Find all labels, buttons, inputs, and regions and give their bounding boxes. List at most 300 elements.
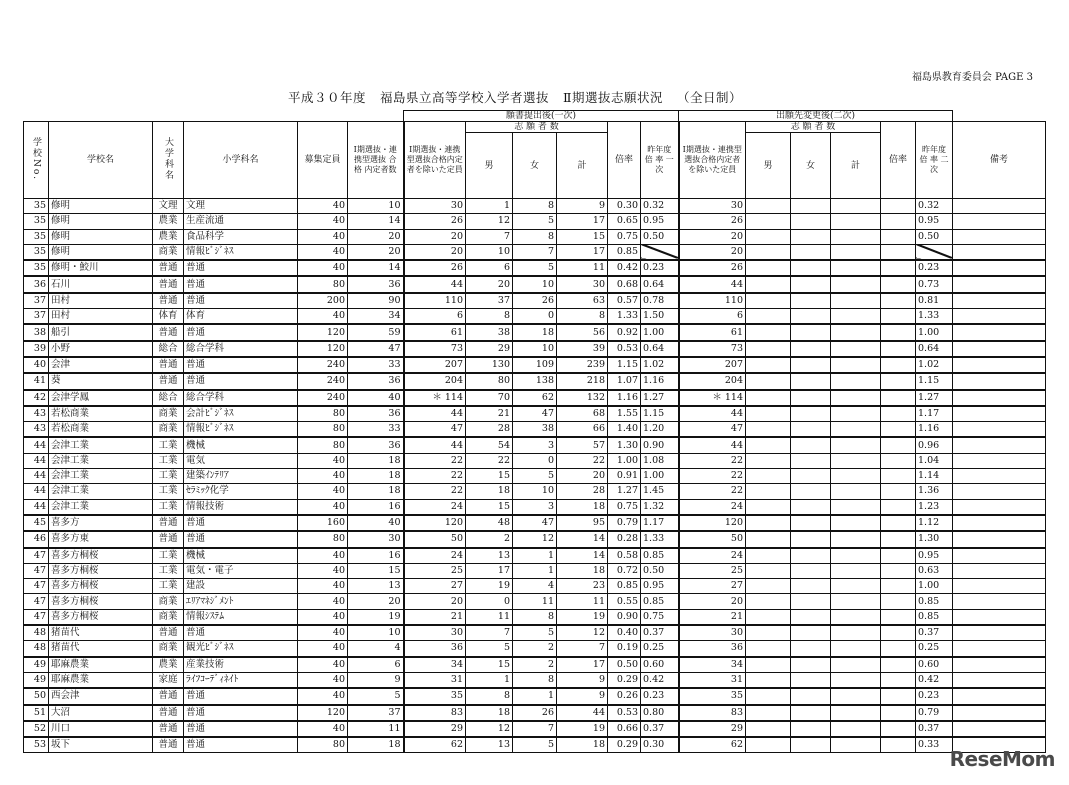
- cell-prev2: 1.14: [916, 469, 953, 484]
- cell-school: 修明: [49, 199, 153, 214]
- cell-sub: 会計ﾋﾞｼﾞﾈｽ: [184, 406, 298, 422]
- cell-total: 63: [557, 293, 608, 309]
- cell-male2: [746, 309, 791, 325]
- cell-male: 19: [466, 579, 513, 594]
- cell-male: 12: [466, 214, 513, 229]
- cell-dept: 普通: [153, 705, 184, 721]
- cell-total2: [831, 357, 881, 373]
- cell-school: 坂下: [49, 737, 153, 753]
- cell-male2: [746, 609, 791, 625]
- cell-total2: [831, 657, 881, 673]
- cell-prev2: 0.37: [916, 721, 953, 737]
- cell-prev1: 0.90: [641, 437, 679, 453]
- cell-male2: [746, 244, 791, 260]
- cell-male2: [746, 657, 791, 673]
- cell-female2: [791, 199, 831, 214]
- cell-prev2: 0.64: [916, 341, 953, 357]
- cell-prev2: 1.12: [916, 515, 953, 531]
- cell-remaining: 26: [404, 260, 466, 276]
- cell-capacity: 40: [298, 469, 348, 484]
- cell-total: 9: [557, 199, 608, 214]
- cell-dept: 農業: [153, 657, 184, 673]
- col-prev2: 昨年度 倍 率 二 次: [916, 122, 953, 199]
- cell-total2: [831, 309, 881, 325]
- cell-female2: [791, 309, 831, 325]
- cell-note: [953, 244, 1046, 260]
- cell-dept: 普通: [153, 688, 184, 704]
- cell-phase1: 40: [348, 390, 404, 406]
- cell-female2: [791, 244, 831, 260]
- cell-remaining: 34: [404, 657, 466, 673]
- cell-rate: 0.50: [608, 657, 641, 673]
- table-row: [24, 276, 1046, 292]
- cell-rate2: [881, 484, 916, 499]
- cell-rate: 0.91: [608, 469, 641, 484]
- cell-no: 37: [24, 293, 49, 309]
- cell-note: [953, 705, 1046, 721]
- cell-remaining: ＊ 114: [404, 390, 466, 406]
- cell-rate2: [881, 406, 916, 422]
- cell-remaining: 47: [404, 422, 466, 438]
- cell-total: 68: [557, 406, 608, 422]
- table-row: [24, 437, 1046, 453]
- cell-prev1: 1.15: [641, 406, 679, 422]
- cell-prev1: 1.00: [641, 324, 679, 340]
- cell-phase1: 36: [348, 276, 404, 292]
- cell-male2: [746, 737, 791, 753]
- cell-remaining2: 44: [679, 276, 746, 292]
- cell-capacity: 40: [298, 594, 348, 609]
- cell-note: [953, 406, 1046, 422]
- cell-prev1: 0.78: [641, 293, 679, 309]
- cell-phase1: 90: [348, 293, 404, 309]
- cell-note: [953, 357, 1046, 373]
- cell-rate2: [881, 453, 916, 468]
- cell-prev1: 0.37: [641, 625, 679, 641]
- cell-total2: [831, 229, 881, 244]
- cell-male2: [746, 341, 791, 357]
- cell-phase1: 20: [348, 229, 404, 244]
- cell-rate: 1.07: [608, 373, 641, 389]
- cell-female2: [791, 499, 831, 515]
- cell-rate: 0.65: [608, 214, 641, 229]
- cell-school: 耶麻農業: [49, 657, 153, 673]
- cell-note: [953, 469, 1046, 484]
- cell-note: [953, 437, 1046, 453]
- cell-total: 19: [557, 721, 608, 737]
- cell-school: 石川: [49, 276, 153, 292]
- cell-note: [953, 453, 1046, 468]
- cell-male2: [746, 594, 791, 609]
- cell-total2: [831, 390, 881, 406]
- col-capacity: 募集定員: [298, 122, 348, 199]
- cell-no: 44: [24, 484, 49, 499]
- cell-note: [953, 293, 1046, 309]
- cell-rate2: [881, 199, 916, 214]
- cell-female2: [791, 469, 831, 484]
- cell-capacity: 40: [298, 609, 348, 625]
- col-note: 備考: [953, 122, 1046, 199]
- cell-note: [953, 199, 1046, 214]
- cell-total2: [831, 437, 881, 453]
- table-row: [24, 469, 1046, 484]
- cell-prev2: 0.42: [916, 672, 953, 688]
- cell-male: 11: [466, 609, 513, 625]
- cell-remaining2: 20: [679, 594, 746, 609]
- cell-rate: 1.15: [608, 357, 641, 373]
- title-sub: Ⅱ期選抜志願状況: [563, 90, 664, 105]
- cell-capacity: 40: [298, 672, 348, 688]
- cell-no: 51: [24, 705, 49, 721]
- cell-sub: 建設: [184, 579, 298, 594]
- cell-prev1: 1.27: [641, 390, 679, 406]
- cell-sub: 普通: [184, 705, 298, 721]
- cell-total2: [831, 579, 881, 594]
- cell-remaining: 31: [404, 672, 466, 688]
- cell-remaining: 22: [404, 453, 466, 468]
- cell-remaining2: 24: [679, 499, 746, 515]
- cell-remaining: 6: [404, 309, 466, 325]
- cell-male2: [746, 357, 791, 373]
- cell-prev2: 0.95: [916, 548, 953, 564]
- cell-male2: [746, 406, 791, 422]
- cell-school: 葵: [49, 373, 153, 389]
- table-row: [24, 229, 1046, 244]
- cell-female: 8: [513, 672, 557, 688]
- cell-remaining: 25: [404, 563, 466, 578]
- cell-total2: [831, 594, 881, 609]
- cell-phase1: 33: [348, 422, 404, 438]
- cell-rate2: [881, 469, 916, 484]
- cell-capacity: 80: [298, 276, 348, 292]
- col-remaining: Ⅰ期選抜・連携型選抜合格内定者を除いた定員: [404, 122, 466, 199]
- col-male: 男: [466, 133, 513, 199]
- cell-total: 11: [557, 594, 608, 609]
- cell-sub: 普通: [184, 737, 298, 753]
- cell-female: 7: [513, 244, 557, 260]
- cell-phase1: 18: [348, 484, 404, 499]
- cell-prev1: 0.64: [641, 341, 679, 357]
- cell-rate: 0.57: [608, 293, 641, 309]
- cell-male: 48: [466, 515, 513, 531]
- cell-male: 1: [466, 672, 513, 688]
- cell-remaining: 44: [404, 437, 466, 453]
- cell-no: 44: [24, 499, 49, 515]
- cell-female: 26: [513, 293, 557, 309]
- cell-prev1: 1.17: [641, 515, 679, 531]
- cell-school: 修明・鮫川: [49, 260, 153, 276]
- cell-school: 会津工業: [49, 484, 153, 499]
- cell-capacity: 40: [298, 641, 348, 657]
- col-female2: 女: [791, 133, 831, 199]
- cell-female2: [791, 641, 831, 657]
- cell-rate: 0.68: [608, 276, 641, 292]
- cell-prev2: 0.73: [916, 276, 953, 292]
- cell-total: 20: [557, 469, 608, 484]
- table-row: [24, 531, 1046, 547]
- cell-female2: [791, 721, 831, 737]
- cell-male: 70: [466, 390, 513, 406]
- cell-remaining2: 27: [679, 579, 746, 594]
- cell-total2: [831, 373, 881, 389]
- cell-prev1: 0.85: [641, 548, 679, 564]
- cell-female: 4: [513, 579, 557, 594]
- cell-remaining2: 26: [679, 214, 746, 229]
- cell-female: 1: [513, 548, 557, 564]
- cell-note: [953, 594, 1046, 609]
- cell-rate2: [881, 548, 916, 564]
- cell-total: 18: [557, 737, 608, 753]
- cell-phase1: 10: [348, 199, 404, 214]
- cell-female: 11: [513, 594, 557, 609]
- cell-no: 49: [24, 657, 49, 673]
- table-row: [24, 688, 1046, 704]
- cell-remaining: 62: [404, 737, 466, 753]
- cell-phase1: 13: [348, 579, 404, 594]
- cell-phase1: 18: [348, 469, 404, 484]
- cell-phase1: 59: [348, 324, 404, 340]
- cell-phase1: 33: [348, 357, 404, 373]
- cell-remaining2: 31: [679, 672, 746, 688]
- col-female: 女: [513, 133, 557, 199]
- cell-rate2: [881, 276, 916, 292]
- cell-note: [953, 229, 1046, 244]
- cell-capacity: 40: [298, 453, 348, 468]
- cell-rate2: [881, 579, 916, 594]
- cell-remaining: 207: [404, 357, 466, 373]
- cell-male2: [746, 672, 791, 688]
- cell-prev2: 1.02: [916, 357, 953, 373]
- cell-rate2: [881, 293, 916, 309]
- organization: 福島県教育委員会: [911, 72, 992, 83]
- cell-female: 8: [513, 609, 557, 625]
- cell-school: 西会津: [49, 688, 153, 704]
- cell-female2: [791, 594, 831, 609]
- cell-note: [953, 563, 1046, 578]
- cell-phase1: 15: [348, 563, 404, 578]
- cell-dept: 商業: [153, 609, 184, 625]
- cell-female: 0: [513, 309, 557, 325]
- cell-male: 80: [466, 373, 513, 389]
- cell-female2: [791, 437, 831, 453]
- cell-no: 47: [24, 548, 49, 564]
- cell-capacity: 80: [298, 531, 348, 547]
- page-number: PAGE 3: [995, 72, 1033, 83]
- cell-capacity: 40: [298, 309, 348, 325]
- cell-school: 会津工業: [49, 437, 153, 453]
- cell-male2: [746, 199, 791, 214]
- cell-male: 21: [466, 406, 513, 422]
- cell-no: 47: [24, 609, 49, 625]
- table-row: [24, 594, 1046, 609]
- cell-sub: 産業技術: [184, 657, 298, 673]
- cell-dept: 商業: [153, 244, 184, 260]
- cell-phase1: 36: [348, 406, 404, 422]
- cell-prev2: 0.23: [916, 688, 953, 704]
- cell-school: 修明: [49, 244, 153, 260]
- cell-rate2: [881, 373, 916, 389]
- cell-remaining2: 25: [679, 563, 746, 578]
- cell-remaining: 30: [404, 625, 466, 641]
- cell-male: 1: [466, 199, 513, 214]
- cell-sub: 普通: [184, 515, 298, 531]
- cell-total2: [831, 214, 881, 229]
- cell-phase1: 37: [348, 705, 404, 721]
- cell-rate: 0.19: [608, 641, 641, 657]
- cell-male2: [746, 276, 791, 292]
- cell-prev2: [916, 244, 953, 260]
- cell-total: 9: [557, 672, 608, 688]
- cell-no: 41: [24, 373, 49, 389]
- group-first-round: 願書提出後(一次): [404, 111, 679, 122]
- cell-no: 35: [24, 229, 49, 244]
- cell-remaining: 22: [404, 484, 466, 499]
- cell-remaining2: 30: [679, 625, 746, 641]
- table-row: [24, 625, 1046, 641]
- cell-total2: [831, 531, 881, 547]
- cell-rate2: [881, 437, 916, 453]
- cell-remaining: 204: [404, 373, 466, 389]
- cell-female: 7: [513, 721, 557, 737]
- cell-rate2: [881, 688, 916, 704]
- cell-sub: ﾗｲﾌｺｰﾃﾞｨﾈｲﾄ: [184, 672, 298, 688]
- cell-prev2: 0.96: [916, 437, 953, 453]
- cell-rate: 1.30: [608, 437, 641, 453]
- cell-male2: [746, 214, 791, 229]
- cell-male2: [746, 437, 791, 453]
- cell-capacity: 120: [298, 341, 348, 357]
- cell-prev1: 0.37: [641, 721, 679, 737]
- cell-rate2: [881, 341, 916, 357]
- cell-school: 田村: [49, 293, 153, 309]
- cell-rate2: [881, 657, 916, 673]
- cell-male: 29: [466, 341, 513, 357]
- table-row: [24, 609, 1046, 625]
- cell-rate: 0.55: [608, 594, 641, 609]
- cell-sub: 情報ﾋﾞｼﾞﾈｽ: [184, 244, 298, 260]
- cell-total: 30: [557, 276, 608, 292]
- cell-remaining: 21: [404, 609, 466, 625]
- cell-capacity: 80: [298, 437, 348, 453]
- cell-prev1: 1.33: [641, 531, 679, 547]
- cell-male2: [746, 548, 791, 564]
- cell-phase1: 18: [348, 453, 404, 468]
- cell-remaining2: 207: [679, 357, 746, 373]
- col-rate2: 倍率: [881, 122, 916, 199]
- cell-total2: [831, 260, 881, 276]
- cell-prev1: 1.02: [641, 357, 679, 373]
- cell-sub: 機械: [184, 548, 298, 564]
- cell-dept: 普通: [153, 276, 184, 292]
- cell-female2: [791, 737, 831, 753]
- table-row: [24, 293, 1046, 309]
- cell-prev2: 0.85: [916, 609, 953, 625]
- col-school: 学校名: [49, 122, 153, 199]
- cell-dept: 工業: [153, 453, 184, 468]
- cell-female2: [791, 563, 831, 578]
- cell-prev1: 0.95: [641, 579, 679, 594]
- cell-prev1: 1.08: [641, 453, 679, 468]
- cell-remaining2: 44: [679, 406, 746, 422]
- cell-remaining2: 34: [679, 657, 746, 673]
- cell-phase1: 14: [348, 260, 404, 276]
- cell-remaining2: 44: [679, 437, 746, 453]
- cell-capacity: 80: [298, 406, 348, 422]
- document-title: [288, 88, 756, 106]
- cell-capacity: 120: [298, 705, 348, 721]
- cell-male2: [746, 484, 791, 499]
- cell-dept: 普通: [153, 531, 184, 547]
- cell-school: 若松商業: [49, 422, 153, 438]
- cell-total2: [831, 672, 881, 688]
- cell-dept: 普通: [153, 625, 184, 641]
- cell-male2: [746, 625, 791, 641]
- cell-total: 95: [557, 515, 608, 531]
- cell-total: 11: [557, 260, 608, 276]
- cell-no: 47: [24, 579, 49, 594]
- cell-prev2: 0.50: [916, 229, 953, 244]
- cell-remaining2: 47: [679, 422, 746, 438]
- applicants-table: [23, 110, 1046, 753]
- cell-school: 喜多方桐桜: [49, 594, 153, 609]
- cell-sub: ｾﾗﾐｯｸ化学: [184, 484, 298, 499]
- cell-male: 130: [466, 357, 513, 373]
- cell-phase1: 16: [348, 499, 404, 515]
- cell-remaining2: 22: [679, 484, 746, 499]
- cell-phase1: 14: [348, 214, 404, 229]
- cell-prev2: 0.79: [916, 705, 953, 721]
- cell-school: 会津: [49, 357, 153, 373]
- cell-prev2: 1.17: [916, 406, 953, 422]
- cell-school: 猪苗代: [49, 625, 153, 641]
- cell-rate2: [881, 214, 916, 229]
- cell-no: 37: [24, 309, 49, 325]
- cell-total: 57: [557, 437, 608, 453]
- cell-remaining2: 26: [679, 260, 746, 276]
- table-body: [24, 199, 1046, 753]
- cell-male2: [746, 390, 791, 406]
- cell-prev1: 0.32: [641, 199, 679, 214]
- cell-rate: 0.28: [608, 531, 641, 547]
- cell-prev1: [641, 244, 679, 260]
- cell-remaining2: 62: [679, 737, 746, 753]
- cell-remaining2: 22: [679, 453, 746, 468]
- cell-dept: 商業: [153, 422, 184, 438]
- cell-dept: 普通: [153, 293, 184, 309]
- cell-sub: 情報技術: [184, 499, 298, 515]
- cell-female2: [791, 276, 831, 292]
- table-row: [24, 672, 1046, 688]
- cell-remaining: 20: [404, 594, 466, 609]
- cell-female: 1: [513, 688, 557, 704]
- cell-female2: [791, 609, 831, 625]
- cell-prev2: 0.32: [916, 199, 953, 214]
- cell-school: 小野: [49, 341, 153, 357]
- cell-female: 1: [513, 563, 557, 578]
- cell-phase1: 4: [348, 641, 404, 657]
- cell-total2: [831, 705, 881, 721]
- cell-prev1: 0.50: [641, 563, 679, 578]
- cell-capacity: 240: [298, 357, 348, 373]
- cell-male: 28: [466, 422, 513, 438]
- cell-school: 会津学鳳: [49, 390, 153, 406]
- cell-sub: 文理: [184, 199, 298, 214]
- cell-sub: 生産流通: [184, 214, 298, 229]
- cell-total: 17: [557, 244, 608, 260]
- cell-phase1: 11: [348, 721, 404, 737]
- col-dept: 大学科名: [153, 122, 184, 199]
- cell-male2: [746, 324, 791, 340]
